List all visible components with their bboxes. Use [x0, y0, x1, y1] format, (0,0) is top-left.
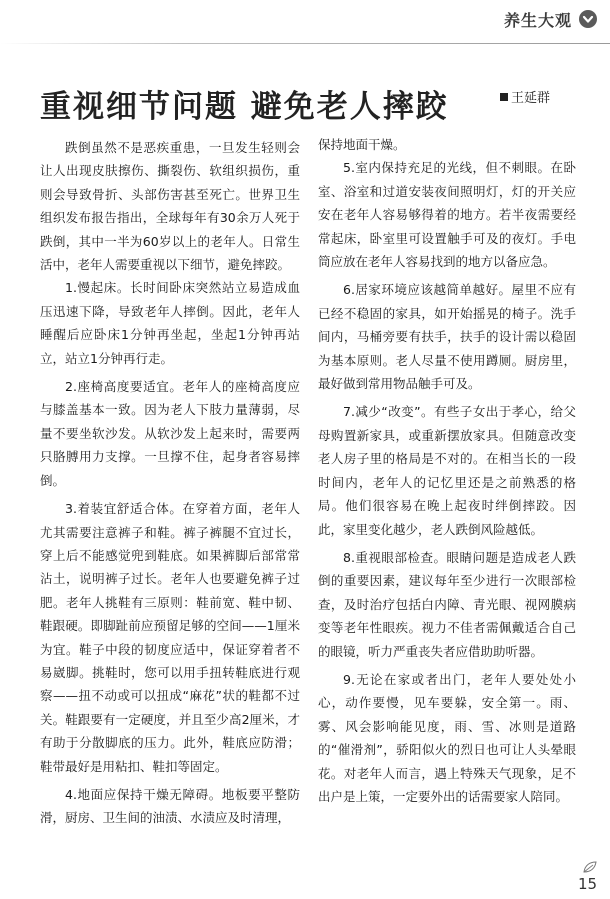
page-number: 15: [578, 875, 598, 893]
paragraph: 3.着装宜舒适合体。在穿着方面，老年人尤其需要注意裤子和鞋。裤子裤腿不宜过长，穿上后不能感觉兜到鞋底。如果裤脚后部常常沾土，说明裤子过长。老年人也要避免裤子过肥。老年人挑鞋有三原则：鞋前宽、鞋中韧、鞋跟硬。即脚趾前应预留足够的空间——1厘米为宜。鞋子中段的韧度应适中，保证穿着者不易崴脚。挑鞋时，您可以用手扭转鞋底进行观察——扭不动或可以扭成“麻花”状的鞋都不过关。鞋跟要有一定硬度，并且至少高2厘米，才有助于分散脚底的压力。此外，鞋底应防滑；鞋带最好是用粘扣、鞋扣等固定。: [40, 501, 300, 774]
author-square-icon: [500, 93, 508, 101]
section-title: 养生大观: [503, 11, 572, 30]
header-divider: [0, 43, 610, 44]
article-title: 重视细节问题 避免老人摔跤: [40, 88, 449, 125]
article-column-right: [318, 133, 576, 808]
paragraph: 9.无论在家或者出门，老年人要处处小心，动作要慢，见车要躲，安全第一。雨、雾、风会影响能见度，雨、雪、冰则是道路的“催滑剂”，骄阳似火的烈日也可让人头晕眼花。对老年人而言，遇上特殊天气现象，足不出户是上策，一定要外出的话需要家人陪同。: [318, 671, 576, 804]
article-author: [500, 87, 550, 106]
paragraph: 跌倒虽然不是恶疾重患，一旦发生轻则会让人出现皮肤擦伤、撕裂伤、软组织损伤，重则会导致骨折、头部伤害甚至死亡。世界卫生组织发布报告指出，全球每年有30余万人死于跌倒，其中一半为60岁以上的老年人。日常生活中，老年人需要重视以下细节，避免摔跤。: [40, 140, 300, 273]
paragraph: 4.地面应保持干燥无障碍。地板要平整防滑，厨房、卫生间的油渍、水渍应及时清理，: [40, 786, 300, 826]
paragraph: 保持地面干燥。: [318, 137, 406, 152]
leaf-icon: [582, 860, 598, 874]
paragraph: 6.居家环境应该越简单越好。屋里不应有已经不稳固的家具，如开始摇晃的椅子。洗手间内，马桶旁要有扶手，扶手的设计需以稳固为基本原则。老人尽量不使用蹲厕。厨房里，最好做到常用物品触手可及。: [318, 282, 576, 392]
chevron-down-icon: [578, 9, 598, 29]
paragraph: 7.减少“改变”。有些子女出于孝心，给父母购置新家具，或重新摆放家具。但随意改变老人房子里的格局是不对的。在相当长的一段时间内，老年人的记忆里还是之前熟悉的格局。他们很容易在晚上起夜时绊倒摔跤。因此，家里变化越少，老人跌倒风险越低。: [318, 404, 576, 537]
paragraph: 8.重视眼部检查。眼睛问题是造成老人跌倒的重要因素，建议每年至少进行一次眼部检查，及时治疗包括白内障、青光眼、视网膜病变等老年性眼疾。视力不佳者需佩戴适合自己的眼镜，听力严重丧失者应借助助听器。: [318, 549, 576, 659]
page-header: [0, 0, 610, 44]
paragraph: 2.座椅高度要适宜。老年人的座椅高度应与膝盖基本一致。因为老人下肢力量薄弱，尽量不要坐软沙发。从软沙发上起来时，需要两只胳膊用力支撑。一旦撑不住，起身者容易摔倒。: [40, 379, 300, 488]
author-name: 王延群: [511, 91, 551, 106]
paragraph: 5.室内保持充足的光线，但不刺眼。在卧室、浴室和过道安装夜间照明灯，灯的开关应安在老年人容易够得着的地方。若半夜需要经常起床，卧室里可设置触手可及的夜灯。手电筒应放在老年人容易找到的地方以备应急。: [318, 160, 576, 270]
paragraph: 1.慢起床。长时间卧床突然站立易造成血压迅速下降，导致老年人摔倒。因此，老年人睡醒后应卧床1分钟再坐起，坐起1分钟再站立，站立1分钟再行走。: [40, 280, 300, 366]
article-column-left: [40, 136, 300, 830]
